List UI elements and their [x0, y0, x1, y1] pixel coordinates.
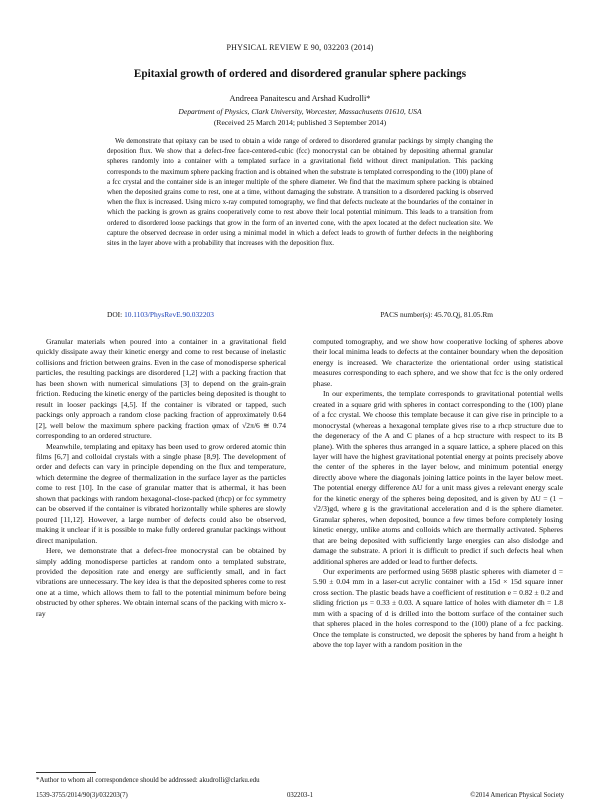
footer-copyright: ©2014 American Physical Society	[470, 792, 564, 799]
page-footer	[36, 792, 564, 799]
running-head: PHYSICAL REVIEW E 90, 032203 (2014)	[226, 43, 374, 52]
paper-title: Epitaxial growth of ordered and disordered granular sphere packings	[133, 68, 467, 80]
body-paragraph: computed tomography, and we show how cooperative locking of spheres above their local minima leads to defects at the container boundary when the deposition energy is increased. We characterize the orientational order using statistical measures corresponding to each sphere, and we show that fcc is the only ordered phase.	[313, 337, 563, 388]
footer-issn: 1539-3755/2014/90(3)/032203(7)	[36, 792, 128, 799]
body-paragraph: Here, we demonstrate that a defect-free monocrystal can be obtained by simply adding monodisperse particles at random onto a templated substrate, provided the deposition rate and energy are sufficiently small, and in fact vibrations are unnecessary. The key idea is that the deposited spheres come to rest one at a time, which allows them to fall to the potential minimum before being obstructed by other spheres. We obtain internal scans of the packing with micro x-ray	[36, 546, 286, 618]
author-footnote: *Author to whom all correspondence should be addressed: akudrolli@clarku.edu	[36, 777, 260, 784]
footer-page-number: 032203-1	[286, 792, 314, 799]
body-paragraph: Meanwhile, templating and epitaxy has been used to grow ordered atomic thin films [6,7] and colloidal crystals with a single phase [8,9]. The development of order and defects can vary in principle depending on the flux and temperature, which determine the degree of thermalization in the surface layer as the particles come to rest [10]. In the case of granular matter that is athermal, it has been shown that packings with random hexagonal-close-packed (rhcp) or fcc symmetry can be observed if the container is vibrated horizontally while spheres are slowly poured [11,12]. However, a large number of defects could also be observed, making it unclear if it is possible to make fully ordered granular packings without direct manipulation.	[36, 441, 286, 545]
received-dates: (Received 25 March 2014; published 3 September 2014)	[213, 118, 387, 127]
doi-link[interactable]: 10.1103/PhysRevE.90.032203	[124, 310, 214, 319]
body-paragraph: Our experiments are performed using 5698 plastic spheres with diameter d = 5.90 ± 0.04 mm in a laser-cut acrylic container with a 15d × 15d square inner cross section. The plastic beads have a coefficient of restitution e = 0.82 ± 0.2 and sliding friction μs = 0.33 ± 0.03. A square lattice of holes with diameter dh = 1.8 mm with a spacing of d is drilled into the bottom surface of the container such that spheres placed in the holes correspond to the (100) plane of a fcc packing. Once the template is constructed, we deposit the spheres by hand from a height h above the top layer with a random position in the	[313, 566, 563, 650]
body-paragraph: In our experiments, the template corresponds to gravitational potential wells created in a square grid with spheres in contact corresponding to the (100) plane of a fcc crystal. We choose this template because it can give rise in principle to a monocrystal (whereas a hexagonal template gives rise to a rhcp structure due to the degeneracy of the A and C planes of a hcp structure with respect to its B plane). With the spheres thus arranged in a square lattice, a sphere placed on this layer will have the highest gravitational potential energy at points precisely above the center of the spheres in the layer below, and minimum potential energy directly above where the diagonals joining lattice points in the layer below meet. The potential energy difference ΔU for a unit mass gives a relevant energy scale for the kinetic energy of the spheres being deposited, and is given by ΔU = (1 − √2/3)gd, where g is the gravitational acceleration and d is the sphere diameter. Granular spheres, when deposited, bounce a few times before completely losing kinetic energy, unlike atoms and colloids which are thermally activated. Spheres that are being deposited with sufficiently large energies can also dislodge and damage the substrate. A priori it is difficult to predict if such defects heal when additional spheres are added or lead to further defects.	[313, 389, 563, 566]
left-column	[36, 337, 286, 619]
abstract: We demonstrate that epitaxy can be used to obtain a wide range of ordered to disordered granular packings by simply changing the deposition flux. We show that a defect-free face-centered-cubic (fcc) monocrystal can be obtained by depositing athermal granular spheres randomly into a container with a templated surface in a gravitational field without direct manipulation. This packing corresponds to the maximum sphere packing fraction and is obtained when the substrate is templated corresponding to the (100) plane of a fcc crystal and the container side is an integer multiple of the sphere diameter. We find that the maximum sphere packing is obtained when the deposited grains come to rest, one at a time, without damaging the substrate. A transition to a disordered packing is observed when the flux is increased. Using micro x-ray computed tomography, we find that defects nucleate at the boundaries of the container in which the packing is grown as grains cooperatively come to rest above their local potential minimum. This leads to a transition from ordered to disordered loose packings that grow in the form of an inverted cone, with the apex located at the defect nucleation site. We capture the observed decrease in order using a minimal model in which a defect leads to growth of further defects in the neighboring sites in the layer above with a probability that increases with the deposition flux.	[107, 137, 493, 248]
right-column	[313, 337, 563, 651]
affiliation: Department of Physics, Clark University, Worcester, Massachusetts 01610, USA	[178, 107, 422, 116]
pacs-numbers: PACS number(s): 45.70.Qj, 81.05.Rm	[380, 310, 493, 319]
author-list: Andreea Panaitescu and Arshad Kudrolli*	[229, 94, 371, 103]
body-paragraph: Granular materials when poured into a container in a gravitational field quickly dissipate away their kinetic energy and come to rest because of inelastic collisions and friction between grains. Even in the case of monodisperse spherical particles, the resulting packings are disordered [1,2] with a packing fraction that has been shown with numerical simulations [3] to depend on the grain-grain friction. Reducing the kinetic energy of the particles being deposited is thought to result in looser packings [4,5]. If the container is vibrated or tapped, such packings only approach a random close packing fraction of approximately 0.64 [2], well below the maximum sphere packing fraction φmax of √2π/6 ≅ 0.74 corresponding to an ordered structure.	[36, 337, 286, 441]
doi-line	[107, 310, 493, 319]
footnote-divider	[36, 772, 96, 773]
doi-label: DOI:	[107, 310, 123, 319]
